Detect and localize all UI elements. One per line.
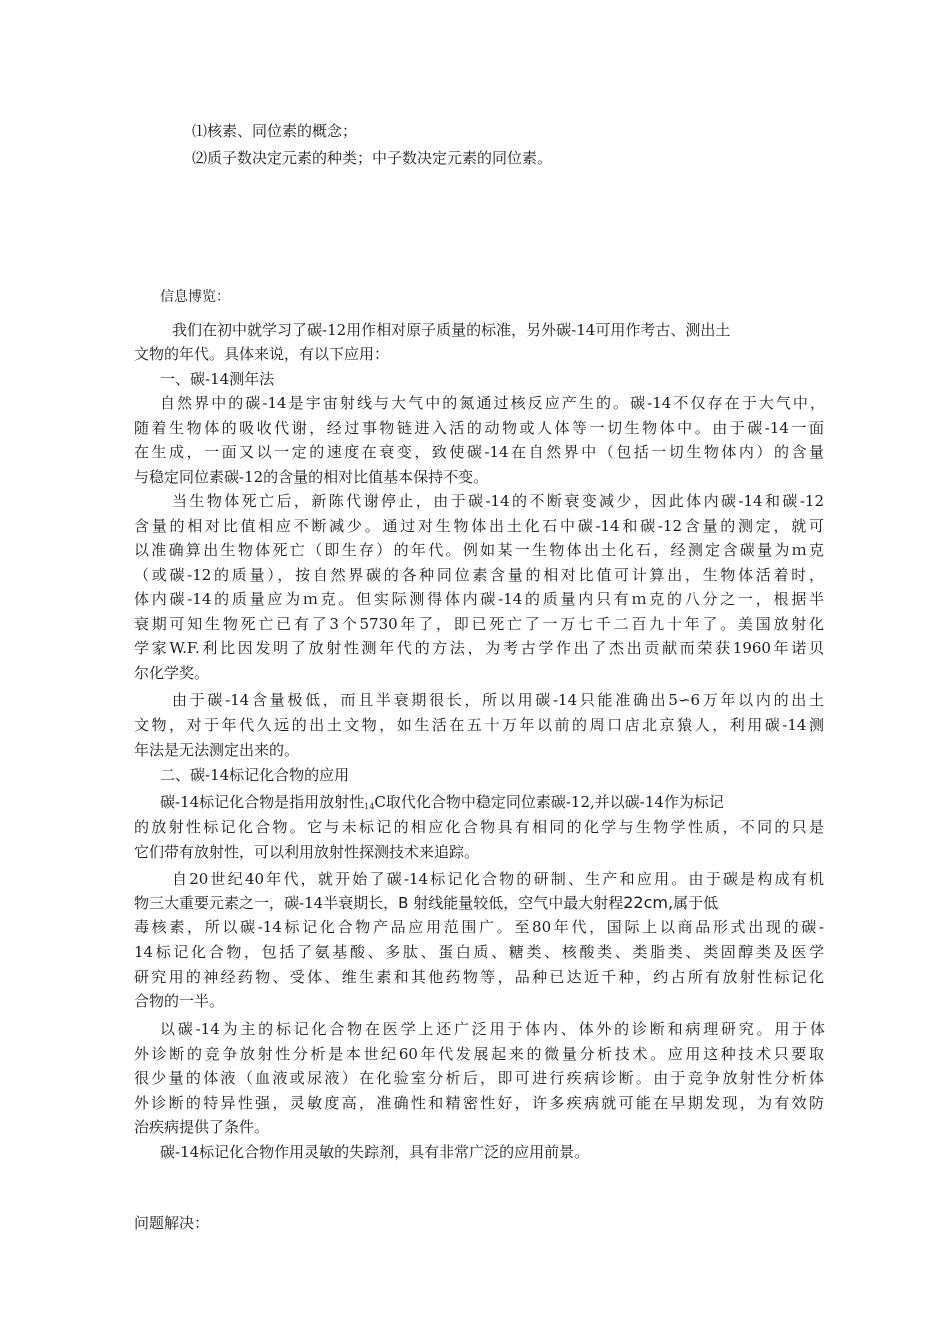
paragraph-line: 学家W.F.利比因发明了放射性测年代的方法，为考古学作出了杰出贡献而荣获1960年诺贝 <box>134 639 824 657</box>
paragraph-line: 由于碳-14含量极低，而且半衰期很长，所以用碳-14只能准确出5∽6万年以内的出土 <box>172 691 824 709</box>
paragraph-line: 年法是无法测定出来的。 <box>134 741 300 759</box>
paragraph-line: 自20世纪40年代，就开始了碳-14标记化合物的研制、生产和应用。由于碳是构成有机 <box>172 870 824 888</box>
paragraph-line: 文物，对于年代久远的出土文物，如生活在五十万年以前的周口店北京猿人，利用碳-14测 <box>134 716 824 734</box>
paragraph-line: 治疾病提供了条件。 <box>134 1118 270 1136</box>
beta-symbol: B <box>398 894 409 912</box>
text-run: 射线能量较低，空气中最大射程 <box>408 894 624 912</box>
paragraph-line: 很少量的体液（血液或尿液）在化验室分析后，即可进行疾病诊断。由于竞争放射性分析体 <box>134 1069 824 1087</box>
paragraph-line: 与稳定同位素碳-12的含量的相对比值基本保持不变。 <box>134 468 489 486</box>
text-run: 碳-14标记化合物是指用放射性 <box>160 793 365 811</box>
section-2-title: 二、碳-14标记化合物的应用 <box>160 766 350 784</box>
isotope-mass-subscript: 14 <box>364 802 375 811</box>
paragraph-line: 外诊断的特异性强，灵敏度高，准确性和精密性好，许多疾病就可能在早期发现，为有效防 <box>134 1094 824 1112</box>
problem-heading: 问题解决： <box>134 1214 210 1232</box>
paragraph-line: 衰期可知生物死亡已有了3个5730年了，即已死亡了一万七千二百九十年了。美国放射化 <box>134 615 824 633</box>
intro-line: 文物的年代。具体来说，有以下应用： <box>134 345 390 363</box>
paragraph-line: 碳-14标记化合物作用灵敏的失踪剂，具有非常广泛的应用前景。 <box>160 1143 590 1161</box>
text-run: 物三大重要元素之一，碳-14半衰期长， <box>134 894 399 912</box>
paragraph-line: 尔化学奖。 <box>134 664 210 682</box>
paragraph-line: 14标记化合物，包括了氨基酸、多肽、蛋白质、糖类、核酸类、类脂类、类固醇类及医学 <box>134 943 824 961</box>
paragraph-line: 它们带有放射性，可以利用放射性探测技术来追踪。 <box>134 843 480 861</box>
paragraph-line: 随着生物体的吸收代谢，经过事物链进入活的动物或人体等一切生物体中。由于碳-14一面 <box>134 419 824 437</box>
info-heading: 信息博览： <box>160 289 230 305</box>
point-item-1: ⑴核素、同位素的概念； <box>192 122 358 140</box>
range-value: 22cm, <box>623 893 674 912</box>
section-1-title: 一、碳-14测年法 <box>160 370 275 388</box>
intro-line: 我们在初中就学习了碳-12用作相对原子质量的标准，另外碳-14可用作考古、测出土 <box>172 321 731 339</box>
paragraph-line: 的放射性标记化合物。它与未标记的相应化合物具有相同的化学与生物学性质，不同的只是 <box>134 818 824 836</box>
paragraph-line: 在生成，一面又以一定的速度在衰变，致使碳-14在自然界中（包括一切生物体内）的含量 <box>134 443 824 461</box>
paragraph-line: 合物的一半。 <box>134 992 225 1010</box>
text-run: 属于低 <box>673 894 719 912</box>
paragraph-line: 当生物体死亡后，新陈代谢停止，由于碳-14的不断衰变减少，因此体内碳-14和碳-12 <box>172 492 824 510</box>
point-item-2: ⑵质子数决定元素的种类；中子数决定元素的同位素。 <box>192 149 553 167</box>
paragraph-line: （或碳-12的质量），按自然界碳的各种同位素含量的相对比值可计算出，生物体活着时， <box>134 566 824 584</box>
paragraph-line: 毒核素，所以碳-14标记化合物产品应用范围广。至80年代，国际上以商品形式出现的碳- <box>134 918 824 936</box>
text-run: C取代化合物中稳定同位素碳-12,并以碳-14作为标记 <box>374 793 724 811</box>
paragraph-line <box>134 891 824 915</box>
paragraph-line: 研究用的神经药物、受体、维生素和其他药物等，品种已达近千种，约占所有放射性标记化 <box>134 968 824 986</box>
paragraph-line: 自然界中的碳-14是宇宙射线与大气中的氮通过核反应产生的。碳-14不仅存在于大气中， <box>160 394 825 412</box>
paragraph-line: 含量的相对比值相应不断减少。通过对生物体出土化石中碳-14和碳-12含量的测定，就可 <box>134 517 824 535</box>
paragraph-line: 以碳-14为主的标记化合物在医学上还广泛用于体内、体外的诊断和病理研究。用于体 <box>160 1020 825 1038</box>
paragraph-line: 体内碳-14的质量应为ｍ克。但实际测得体内碳-14的质量内只有ｍ克的八分之一，根据半 <box>134 590 824 608</box>
paragraph-line: 以准确算出生物体死亡（即生存）的年代。例如某一生物体出土化石，经测定含碳量为ｍ克 <box>134 541 824 559</box>
paragraph-line: 外诊断的竞争放射性分析是本世纪60年代发展起来的微量分析技术。应用这种技术只要取 <box>134 1045 824 1063</box>
